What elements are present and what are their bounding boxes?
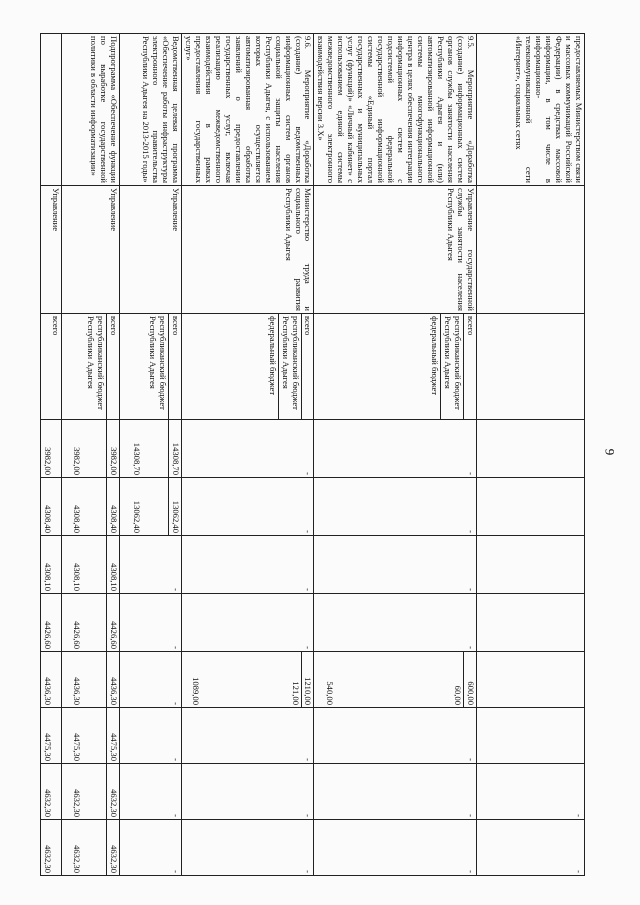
value-cell: 4426,60 [40,594,61,652]
value-regional: 4436,30 [71,677,82,705]
value-total: 4632,30 [106,820,119,875]
value-regional: 60,00 [453,685,464,705]
value-cell: - [314,820,477,876]
table-wrapper [42,33,585,875]
value-cell [477,420,585,478]
value-cell [61,420,119,478]
row-executor-cell [477,186,585,314]
row-name-cell: Ведомственная целевая программа «Обеспечение работы инфраструктуры электронного правительства Республики Адыгея на 2013-2015 годы» [119,34,181,186]
value-total: 4436,30 [106,652,119,707]
value-cell: 4632,30 [40,764,61,820]
value-cell: - [314,478,477,536]
value-regional: 4475,30 [71,733,82,761]
value-cell: - [119,820,181,876]
value-cell: 4308,10 [40,536,61,594]
value-regional: 4632,30 [71,789,82,817]
value-cell [119,420,181,478]
value-federal: 540,00 [325,681,336,705]
row-source-cell [119,314,181,420]
source-regional: республиканский бюджет Республики Адыгея [147,316,168,410]
page-number: 9 [602,448,618,456]
value-cell: 4308,40 [40,478,61,536]
value-cell: - [119,536,181,594]
value-cell: 4632,30 [40,820,61,876]
value-total: 4475,30 [106,708,119,763]
value-regional: 4426,60 [71,621,82,649]
row-name-cell: предоставляемых Министерством связи и массовых коммуникаций Российской Федерации) в средствах массовой информации, в том числе в информационно-телекоммуникационной сети «Интернет», социальных сетях [477,34,585,186]
value-cell [477,708,585,764]
table-row [61,34,119,876]
row-executor-cell: Управление [61,186,119,314]
value-cell [314,652,477,708]
row-executor-cell: Министерство труда и социального развития Республики Адыгея [181,186,314,314]
value-regional: 4308,40 [71,505,82,533]
value-total: 1210,00 [301,652,314,707]
value-regional: 13062,40 [131,500,142,533]
value-cell: - [181,820,314,876]
value-cell: - [181,708,314,764]
program-financing-table [40,33,585,876]
source-federal: федеральный бюджет [430,316,441,396]
value-cell: - [181,764,314,820]
value-cell: 4475,30 [40,708,61,764]
value-cell [181,652,314,708]
source-total: всего [301,314,314,419]
row-source-cell [181,314,314,420]
value-cell [477,536,585,594]
value-cell: - [314,536,477,594]
value-cell: - [119,594,181,652]
value-cell [61,820,119,876]
value-cell: 3982,00 [40,420,61,478]
value-cell: - [314,594,477,652]
value-total: 4308,10 [106,536,119,593]
value-cell [61,536,119,594]
value-total: 4632,30 [106,764,119,819]
value-cell [119,478,181,536]
value-regional: 4632,30 [71,845,82,873]
source-federal: федеральный бюджет [267,316,278,396]
row-source-cell [477,314,585,420]
row-source-cell [314,314,477,420]
source-total: всего [106,314,119,419]
source-regional: республиканский бюджет Республики Адыгея [85,316,106,410]
row-name-cell: 9.6. Мероприятие «Доработка (создание) ведомственных информационных систем органов социальной защиты населения Республики Адыгея, с использованием которых осуществляется автоматизированная обработка заявлений о предоставлении государственных услуг, включая реализацию межведомственного взаимодействия в рамках предоставления государственных услуг» [181,34,314,186]
value-cell: - [477,764,585,820]
row-source-cell: всего [40,314,61,420]
value-cell: - [477,820,585,876]
value-regional: 4308,10 [71,563,82,591]
value-total: 4308,40 [106,478,119,535]
value-cell: - [119,764,181,820]
value-total: 3982,00 [106,420,119,477]
table-row [477,34,585,876]
value-total: 14308,70 [168,420,181,477]
value-cell: - [181,478,314,536]
source-total: всего [168,314,181,419]
value-total: 13062,40 [168,478,181,535]
value-cell: 4436,30 [40,652,61,708]
value-cell: - [314,420,477,478]
value-regional: 121,00 [290,681,301,705]
value-total: 600,00 [463,652,476,707]
value-regional: 14308,70 [131,442,142,475]
source-regional: республиканский бюджет Республики Адыгея [278,314,301,419]
value-regional: 3982,00 [71,447,82,475]
rotated-table-container [42,33,585,875]
value-cell [61,764,119,820]
row-name-cell: Подпрограмма «Обеспечение функции по выработке государственной политики в области информатизации» [61,34,119,186]
row-executor-cell: Управление государственной службы занятости населения Республики Адыгея [314,186,477,314]
row-executor-cell: Управление [40,186,61,314]
value-cell [61,478,119,536]
source-total: всего [463,314,476,419]
table-row [40,34,61,876]
row-executor-cell: Управление [119,186,181,314]
value-cell: - [181,536,314,594]
value-cell [61,708,119,764]
value-cell [477,594,585,652]
value-cell: - [314,764,477,820]
value-cell: - [119,652,181,708]
table-row [314,34,477,876]
value-cell [61,594,119,652]
row-name-cell: 9.5. Мероприятие «Доработка (создание) информационных систем органов службы занятости населения Республики Адыгея и (или) автоматизированной информационной системы многофункционального центра в целях обеспечения интеграции информационных систем с подсистемой федеральной государственной информационной системы «Единый портал государственных и муниципальных услуг (функций)» «Личный кабинет» с использованием единой системы межведомственного электронного взаимодействия версии 3.Х» [314,34,477,186]
table-row [181,34,314,876]
value-total: 4426,60 [106,594,119,651]
value-cell: - [181,420,314,478]
table-row [119,34,181,876]
value-cell: - [119,708,181,764]
row-source-cell [61,314,119,420]
row-name-cell [40,34,61,186]
value-federal: 1089,00 [190,677,201,705]
value-cell [477,652,585,708]
value-cell: - [181,594,314,652]
value-cell [61,652,119,708]
value-cell: - [314,708,477,764]
source-regional: республиканский бюджет Республики Адыгея [440,314,463,419]
value-cell [477,478,585,536]
